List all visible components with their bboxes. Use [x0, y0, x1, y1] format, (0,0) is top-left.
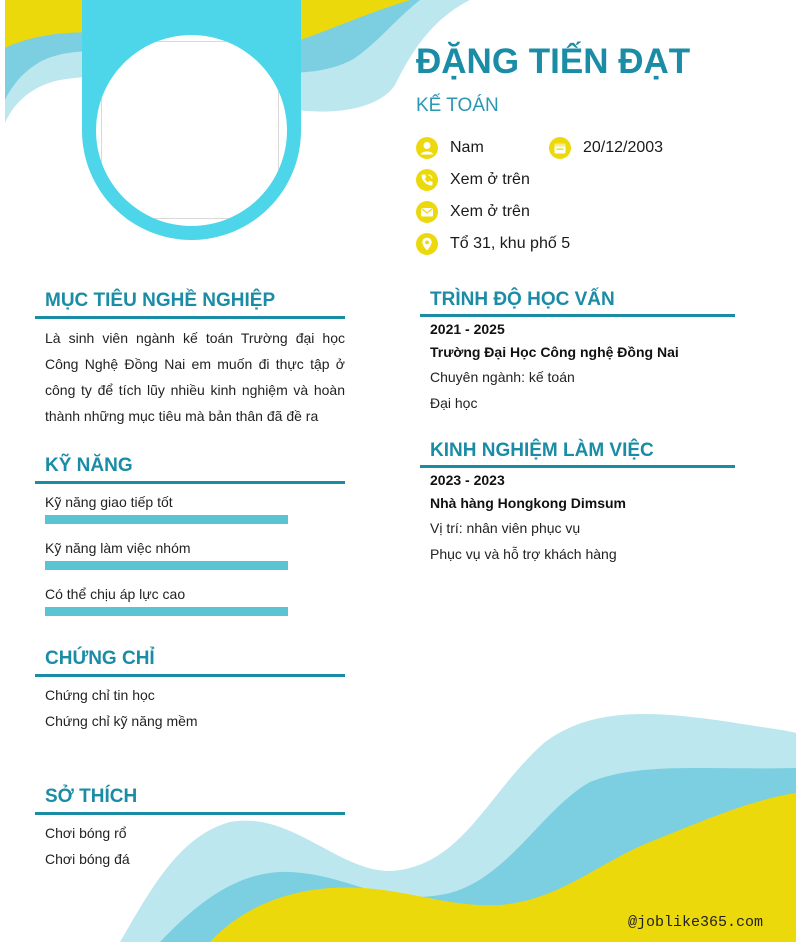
- skill-label: Có thể chịu áp lực cao: [45, 586, 186, 602]
- email-row: [416, 201, 530, 223]
- experience-company: Nhà hàng Hongkong Dimsum: [430, 495, 626, 511]
- experience-period: 2023 - 2023: [430, 472, 505, 488]
- objective-text: Là sinh viên ngành kế toán Trường đại học Công Nghệ Đồng Nai em muốn đi thực tập ở công ty để tích lũy nhiều kinh nghiệm và hoàn thành những mục tiêu mà bản thân đã đề ra: [45, 330, 345, 424]
- job-title: KẾ TOÁN: [416, 95, 499, 116]
- address-row: [416, 233, 570, 255]
- hobby-item: Chơi bóng đá: [45, 851, 130, 867]
- email-value: Xem ở trên: [450, 203, 530, 220]
- site-watermark: @joblike365.com: [627, 914, 763, 931]
- phone-value: Xem ở trên: [450, 171, 530, 188]
- education-divider: [420, 314, 735, 317]
- certificate-item: Chứng chỉ tin học: [45, 687, 155, 703]
- certificates-divider: [35, 674, 345, 677]
- education-major: Chuyên ngành: kế toán: [430, 369, 575, 385]
- certificate-item: Chứng chỉ kỹ năng mềm: [45, 713, 198, 729]
- candidate-name: ĐẶNG TIẾN ĐẠT: [416, 42, 691, 81]
- hobby-item: Chơi bóng rổ: [45, 825, 127, 841]
- avatar-frame: [101, 41, 279, 219]
- certificates-heading: CHỨNG CHỈ: [45, 648, 155, 669]
- experience-heading: KINH NGHIỆM LÀM VIỆC: [430, 440, 654, 461]
- gender-row: [416, 137, 484, 159]
- experience-position: Vị trí: nhân viên phục vụ: [430, 520, 581, 536]
- education-heading: TRÌNH ĐỘ HỌC VẤN: [430, 289, 615, 310]
- education-degree: Đại học: [430, 395, 478, 411]
- user-icon: [416, 137, 438, 159]
- objective-heading: MỤC TIÊU NGHỀ NGHIỆP: [45, 290, 276, 311]
- skill-level-bar: [45, 561, 288, 570]
- skill-level-bar: [45, 607, 288, 616]
- skill-level-bar: [45, 515, 288, 524]
- birthday-row: [549, 137, 663, 159]
- phone-icon: [416, 169, 438, 191]
- phone-row: [416, 169, 530, 191]
- education-period: 2021 - 2025: [430, 321, 505, 337]
- experience-divider: [420, 465, 735, 468]
- location-pin-icon: [416, 233, 438, 255]
- avatar[interactable]: [96, 35, 287, 226]
- skills-heading: KỸ NĂNG: [45, 455, 133, 476]
- calendar-icon: [549, 137, 571, 159]
- hobbies-heading: SỞ THÍCH: [45, 786, 138, 807]
- birthday-value: 20/12/2003: [583, 139, 664, 156]
- address-value: Tổ 31, khu phố 5: [450, 235, 571, 252]
- gender-value: Nam: [450, 139, 484, 156]
- experience-description: Phục vụ và hỗ trợ khách hàng: [430, 546, 617, 562]
- hobbies-divider: [35, 812, 345, 815]
- mail-icon: [416, 201, 438, 223]
- education-school: Trường Đại Học Công nghệ Đồng Nai: [430, 344, 679, 360]
- skill-label: Kỹ năng làm việc nhóm: [45, 540, 191, 556]
- skills-divider: [35, 481, 345, 484]
- objective-divider: [35, 316, 345, 319]
- skill-label: Kỹ năng giao tiếp tốt: [45, 494, 173, 510]
